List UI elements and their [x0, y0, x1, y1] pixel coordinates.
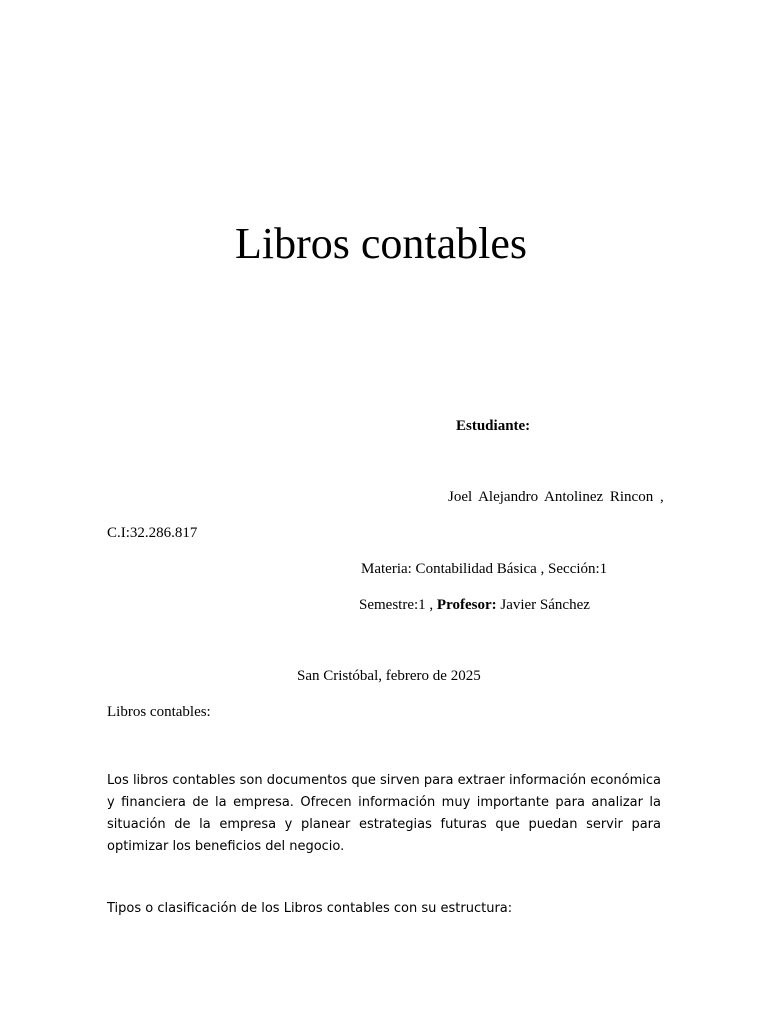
student-id: C.I:32.286.817: [107, 525, 198, 541]
professor-name: Javier Sánchez: [496, 597, 590, 613]
types-heading: Tipos o clasificación de los Libros contables con su estructura:: [107, 901, 513, 916]
semester-text: Semestre:1 ,: [359, 597, 437, 613]
section-heading: Libros contables:: [107, 704, 211, 720]
course-subject-line: Materia: Contabilidad Básica , Sección:1: [361, 561, 608, 577]
student-label: Estudiante:: [456, 418, 531, 434]
document-title: Libros contables: [234, 219, 528, 268]
place-date: San Cristóbal, febrero de 2025: [297, 668, 481, 684]
semester-professor-line: [359, 597, 590, 614]
intro-paragraph: Los libros contables son documentos que sirven para extraer información económica y financiera de la empresa. Ofrecen información muy importante para analizar la situación de la empresa y planear estrategias futuras que puedan servir para optimizar los beneficios del negocio.: [107, 773, 661, 854]
student-name: Joel Alejandro Antolinez Rincon ,: [448, 489, 664, 505]
professor-label: Profesor:: [436, 597, 497, 613]
